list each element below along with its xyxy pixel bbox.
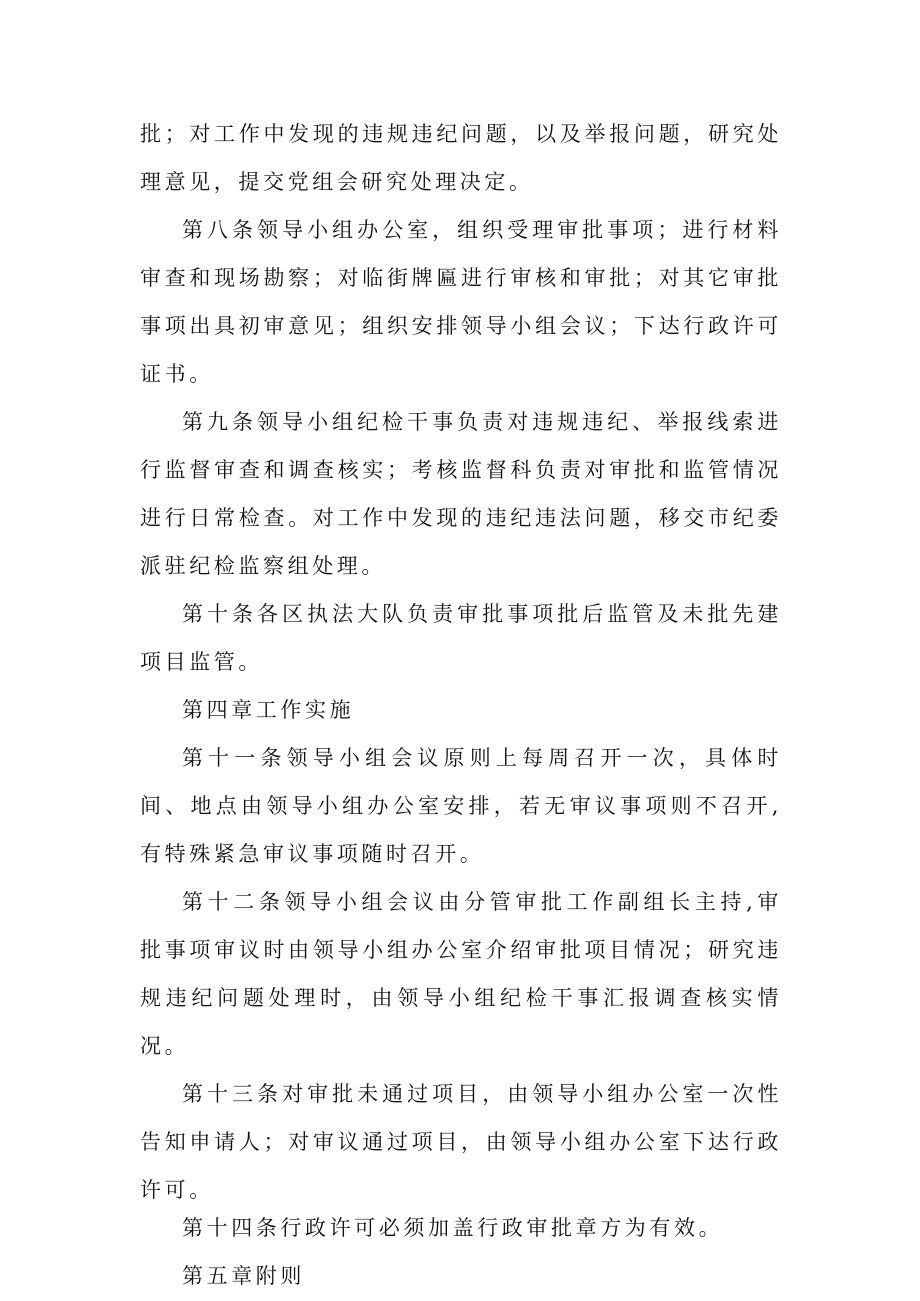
- paragraph-article-7-continued: 批；对工作中发现的违规违纪问题，以及举报问题，研究处理意见，提交党组会研究处理决定。: [140, 122, 782, 194]
- paragraph-article-11: 第十一条领导小组会议原则上每周召开一次，具体时间、地点由领导小组办公室安排，若无审议事项则不召开,有特殊紧急审议事项随时召开。: [140, 746, 782, 866]
- paragraph-article-13: 第十三条对审批未通过项目，由领导小组办公室一次性告知申请人；对审议通过项目，由领导小组办公室下达行政许可。: [140, 1082, 782, 1202]
- chapter-5-heading: 第五章附则: [182, 1264, 305, 1288]
- paragraph-article-14: 第十四条行政许可必须加盖行政审批章方为有效。: [182, 1216, 724, 1240]
- paragraph-article-12: 第十二条领导小组会议由分管审批工作副组长主持,审批事项审议时由领导小组办公室介绍审批项目情况；研究违规违纪问题处理时，由领导小组纪检干事汇报调查核实情况。: [140, 890, 782, 1058]
- paragraph-article-10: 第十条各区执法大队负责审批事项批后监管及未批先建项目监管。: [140, 602, 782, 674]
- paragraph-article-9: 第九条领导小组纪检干事负责对违规违纪、举报线索进行监督审查和调查核实；考核监督科负责对审批和监管情况进行日常检查。对工作中发现的违纪违法问题，移交市纪委派驻纪检监察组处理。: [140, 410, 782, 578]
- document-body: [140, 110, 782, 1300]
- paragraph-article-8: 第八条领导小组办公室，组织受理审批事项；进行材料审查和现场勘察；对临街牌匾进行审核和审批；对其它审批事项出具初审意见；组织安排领导小组会议；下达行政许可证书。: [140, 218, 782, 386]
- chapter-4-heading: 第四章工作实施: [182, 698, 355, 722]
